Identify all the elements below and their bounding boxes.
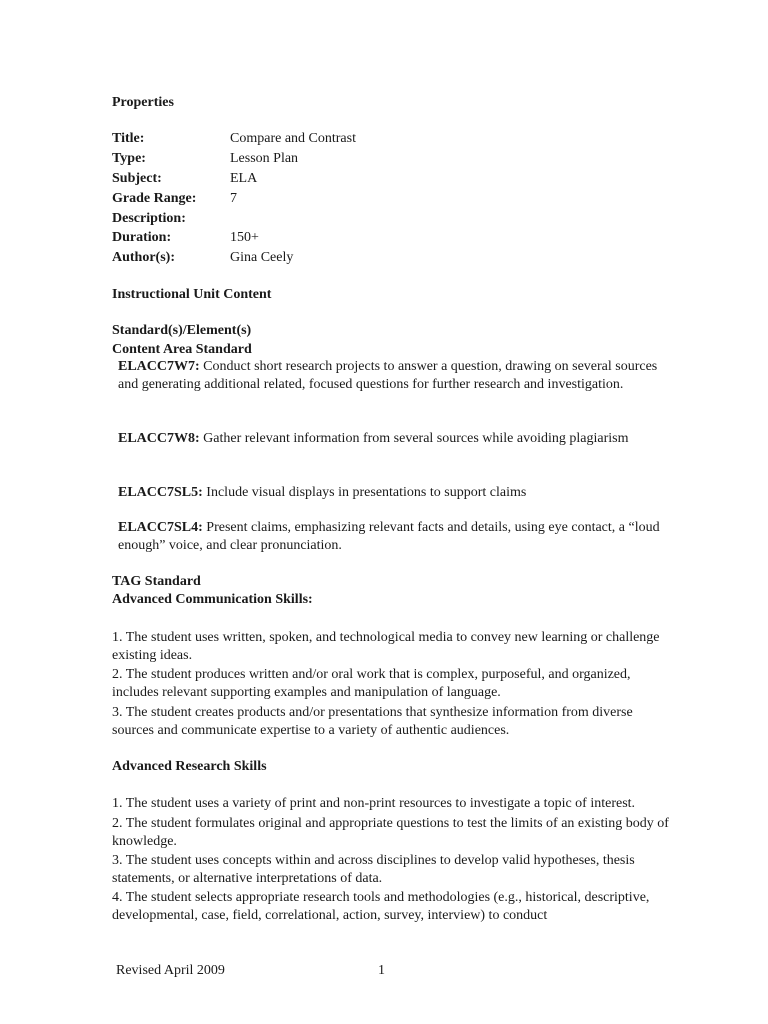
property-value: ELA xyxy=(230,171,258,186)
property-label: Description: xyxy=(112,211,186,226)
content-area-heading: Content Area Standard xyxy=(112,342,252,357)
standard-code: ELACC7W8: xyxy=(118,431,200,446)
property-label: Grade Range: xyxy=(112,191,197,206)
research-item: 4. The student selects appropriate research tools and methodologies (e.g., historical, descriptive, developmental, case, field, correlational, action, survey, interview) to conduct xyxy=(112,890,650,923)
properties-heading: Properties xyxy=(112,95,174,110)
property-label: Type: xyxy=(112,151,146,166)
standard-text: Include visual displays in presentations to support claims xyxy=(202,485,527,500)
property-label: Subject: xyxy=(112,171,162,186)
research-skills-heading: Advanced Research Skills xyxy=(112,759,267,774)
standard-item xyxy=(118,358,678,394)
communication-skills-heading: Advanced Communication Skills: xyxy=(112,592,313,607)
property-value: 150+ xyxy=(230,230,259,245)
footer-page-number: 1 xyxy=(378,963,385,978)
communication-item: 3. The student creates products and/or presentations that synthesize information from diverse sources and communicate expertise to a variety of authentic audiences. xyxy=(112,705,633,738)
research-item: 1. The student uses a variety of print and non-print resources to investigate a topic of interest. xyxy=(112,796,636,811)
standard-text: Gather relevant information from several sources while avoiding plagiarism xyxy=(199,431,629,446)
property-value: Lesson Plan xyxy=(230,151,299,166)
standard-text: Conduct short research projects to answer a question, drawing on several sources and generating additional related, focused questions for further research and investigation. xyxy=(118,359,658,392)
property-label: Title: xyxy=(112,131,145,146)
communication-item: 1. The student uses written, spoken, and technological media to convey new learning or challenge existing ideas. xyxy=(112,630,660,663)
standard-text: Present claims, emphasizing relevant facts and details, using eye contact, a “loud enough” voice, and clear pronunciation. xyxy=(118,520,660,553)
property-label: Author(s): xyxy=(112,250,175,265)
standard-item xyxy=(118,519,678,555)
research-item: 3. The student uses concepts within and across disciplines to develop valid hypotheses, thesis statements, or alternative interpretations of data. xyxy=(112,853,635,886)
tag-standard-heading: TAG Standard xyxy=(112,574,201,589)
instructional-unit-heading: Instructional Unit Content xyxy=(112,287,272,302)
property-value: Compare and Contrast xyxy=(230,131,356,146)
property-label: Duration: xyxy=(112,230,172,245)
communication-item: 2. The student produces written and/or oral work that is complex, purposeful, and organized, includes relevant supporting examples and manipulation of language. xyxy=(112,667,631,700)
property-value: Gina Ceely xyxy=(230,250,294,265)
footer-revised-date: Revised April 2009 xyxy=(116,963,225,978)
standard-code: ELACC7W7: xyxy=(118,359,200,374)
standards-heading: Standard(s)/Element(s) xyxy=(112,323,252,338)
standard-item xyxy=(118,430,678,448)
research-item: 2. The student formulates original and appropriate questions to test the limits of an existing body of knowledge. xyxy=(112,816,669,849)
property-value: 7 xyxy=(230,191,237,206)
standard-item xyxy=(118,484,678,502)
standard-code: ELACC7SL5: xyxy=(118,485,203,500)
standard-code: ELACC7SL4: xyxy=(118,520,203,535)
